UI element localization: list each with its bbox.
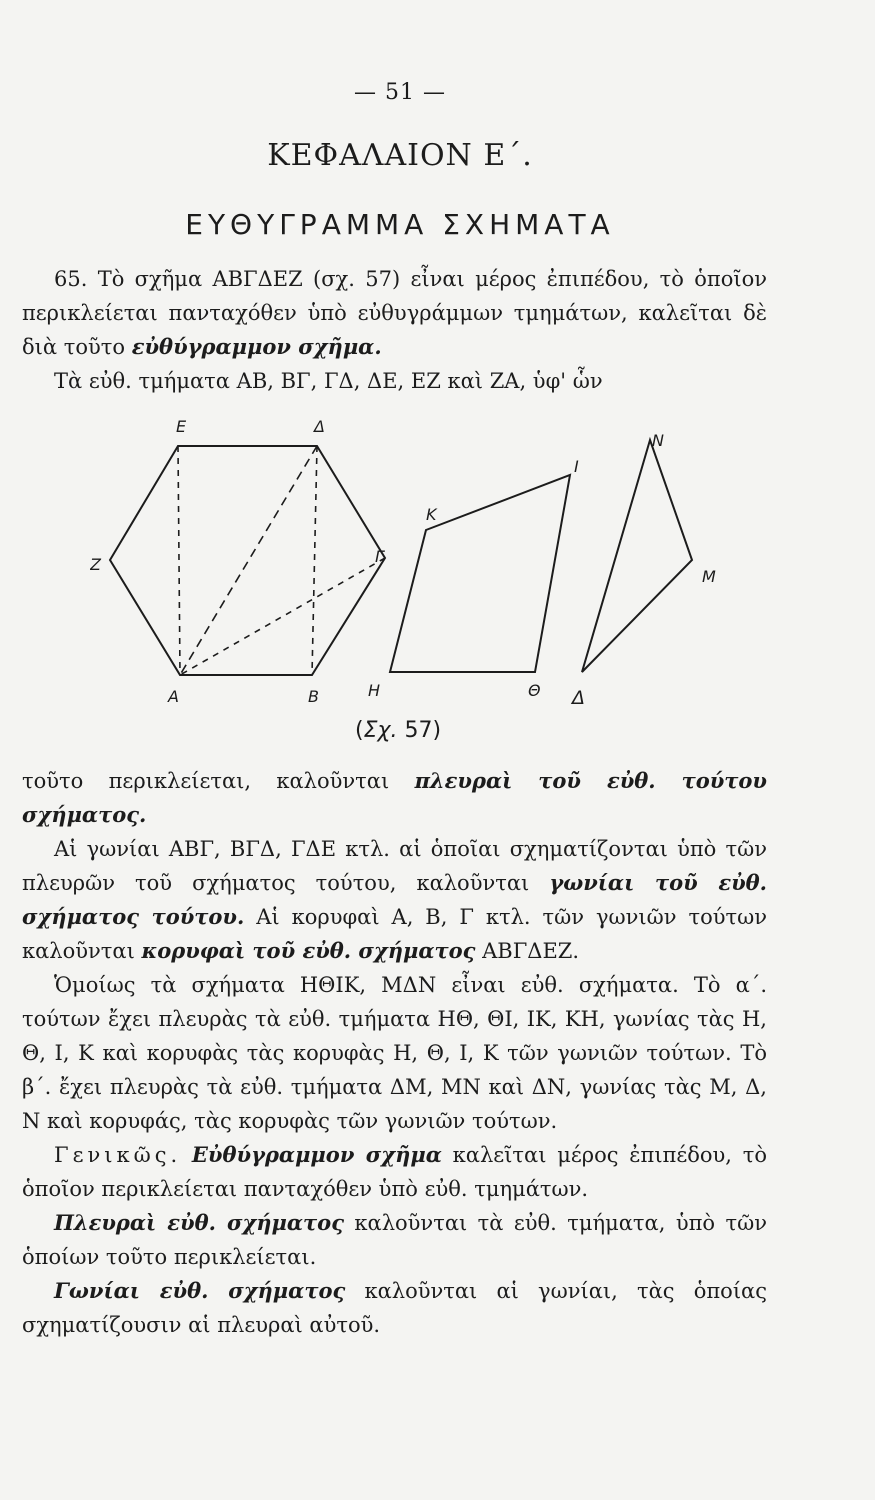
definition-angles-text: καλοῦνται αἱ γωνίαι, τὰς ὁποίας σχηματίζουσιν αἱ πλευραὶ αὐτοῦ. [22, 1279, 767, 1337]
definition-angles-term: Γωνίαι εὐθ. σχήματος [54, 1278, 346, 1303]
diagonal-DA [180, 446, 317, 675]
paragraph-similarly: Ὁμοίως τὰ σχήματα ΗΘΙΚ, ΜΔΝ εἶναι εὐθ. σχήματα. Τὸ α΄. τούτων ἔχει πλευρὰς τὰ εὐθ. τμήματα ΗΘ, ΘΙ, ΙΚ, ΚΗ, γωνίας τὰς Η, Θ, Ι, Κ καὶ κορυφὰς τὰς κορυφὰς Η, Θ, Ι, Κ τῶν γωνιῶν τούτων. Τὸ β΄. ἔχει πλευρὰς τὰ εὐθ. τμήματα ΔΜ, ΜΝ καὶ ΔΝ, γωνίας τὰς Μ, Δ, Ν καὶ κορυφάς, τὰς κορυφὰς τῶν γωνιῶν τούτων. [22, 973, 767, 1133]
term-rectilinear-figure: εὐθύγραμμον σχῆμα. [131, 334, 382, 359]
term-vertices: κορυφαὶ τοῦ εὐθ. σχήματος [141, 938, 476, 963]
caption-number: 57) [404, 718, 442, 743]
diagonal-EA [178, 446, 180, 675]
label-M: Μ [702, 567, 716, 586]
diagonal-DB [312, 446, 317, 675]
paragraph-angles [22, 832, 767, 968]
paragraph-65-text: 65. Τὸ σχῆμα ΑΒΓΔΕΖ (σχ. 57) εἶναι μέρος ἐπιπέδου, τὸ ὁποῖον περικλείεται πανταχόθεν ὑπὸ εὐθυγράμμων τμημάτων, καλεῖται δὲ διὰ τοῦτο [22, 267, 767, 359]
label-H: Η [368, 681, 381, 700]
label-E: Ε [176, 417, 187, 436]
paragraph-def-angles [22, 1274, 767, 1342]
intro-text [22, 262, 767, 398]
chapter-title: ΚΕΦΑΛΑΙΟΝ Ε΄. [267, 138, 533, 173]
label-TH: Θ [528, 681, 541, 700]
paragraph-sides-cont [22, 764, 767, 832]
diagonal-GA [180, 558, 385, 675]
caption-label: Σχ. [363, 718, 398, 743]
body-text [22, 764, 767, 1342]
hexagon-shape [110, 446, 385, 675]
figure-57 [90, 410, 750, 710]
caption-open-paren: ( [355, 718, 364, 743]
term-angles: γωνίαι τοῦ εὐθ. σχήματος τούτου. [22, 870, 767, 929]
paragraph-sides-start: Τὰ εὐθ. τμήματα ΑΒ, ΒΓ, ΓΔ, ΔΕ, ΕΖ καὶ ΖΑ, ὑφ' ὧν [54, 369, 603, 393]
label-delta: Δ [572, 687, 585, 709]
paragraph-def-sides [22, 1206, 767, 1274]
paragraph-sides-text: τοῦτο περικλείεται, καλοῦνται [22, 769, 390, 793]
label-A: Α [168, 687, 179, 706]
label-Z: Ζ [90, 555, 101, 574]
paragraph-general [22, 1138, 767, 1206]
paragraph-65 [22, 262, 767, 364]
triangle-shape [582, 440, 692, 672]
quadrilateral-shape [390, 475, 570, 672]
definition-figure-term: Εὐθύγραμμον σχῆμα [191, 1142, 442, 1167]
paragraph-angles-text-c: ΑΒΓΔΕΖ. [482, 939, 580, 963]
label-N: Ν [652, 431, 664, 450]
paragraph-angles-text-a: Αἱ γωνίαι ΑΒΓ, ΒΓΔ, ΓΔΕ κτλ. αἱ ὁποῖαι σχηματίζονται ὑπὸ τῶν πλευρῶν τοῦ σχήματος τούτου, καλοῦνται [22, 837, 767, 895]
figure-caption [355, 718, 441, 743]
label-K: Κ [426, 505, 437, 524]
definition-sides-term: Πλευραὶ εὐθ. σχήματος [54, 1210, 344, 1235]
label-B: Β [308, 687, 319, 706]
section-title: ΕΥΘΥΓΡΑΜΜΑ ΣΧΗΜΑΤΑ [185, 208, 615, 241]
general-lead: Γενικῶς. [54, 1143, 182, 1167]
label-G: Γ [375, 547, 384, 566]
definition-sides-text: καλοῦνται τὰ εὐθ. τμήματα, ὑπὸ τῶν ὁποίων τοῦτο περικλείεται. [22, 1211, 767, 1269]
paragraph-angles-text-b: Αἱ κορυφαὶ Α, Β, Γ κτλ. τῶν γωνιῶν τούτων καλοῦνται [22, 905, 767, 963]
label-I: Ι [574, 457, 579, 476]
page-number: — 51 — [354, 80, 446, 105]
definition-figure-text: καλεῖται μέρος ἐπιπέδου, τὸ ὁποῖον περικλείεται πανταχόθεν ὑπὸ εὐθ. τμημάτων. [22, 1143, 767, 1201]
label-D: Δ [314, 417, 325, 436]
term-sides: πλευραὶ τοῦ εὐθ. τούτου σχήματος. [22, 768, 768, 827]
